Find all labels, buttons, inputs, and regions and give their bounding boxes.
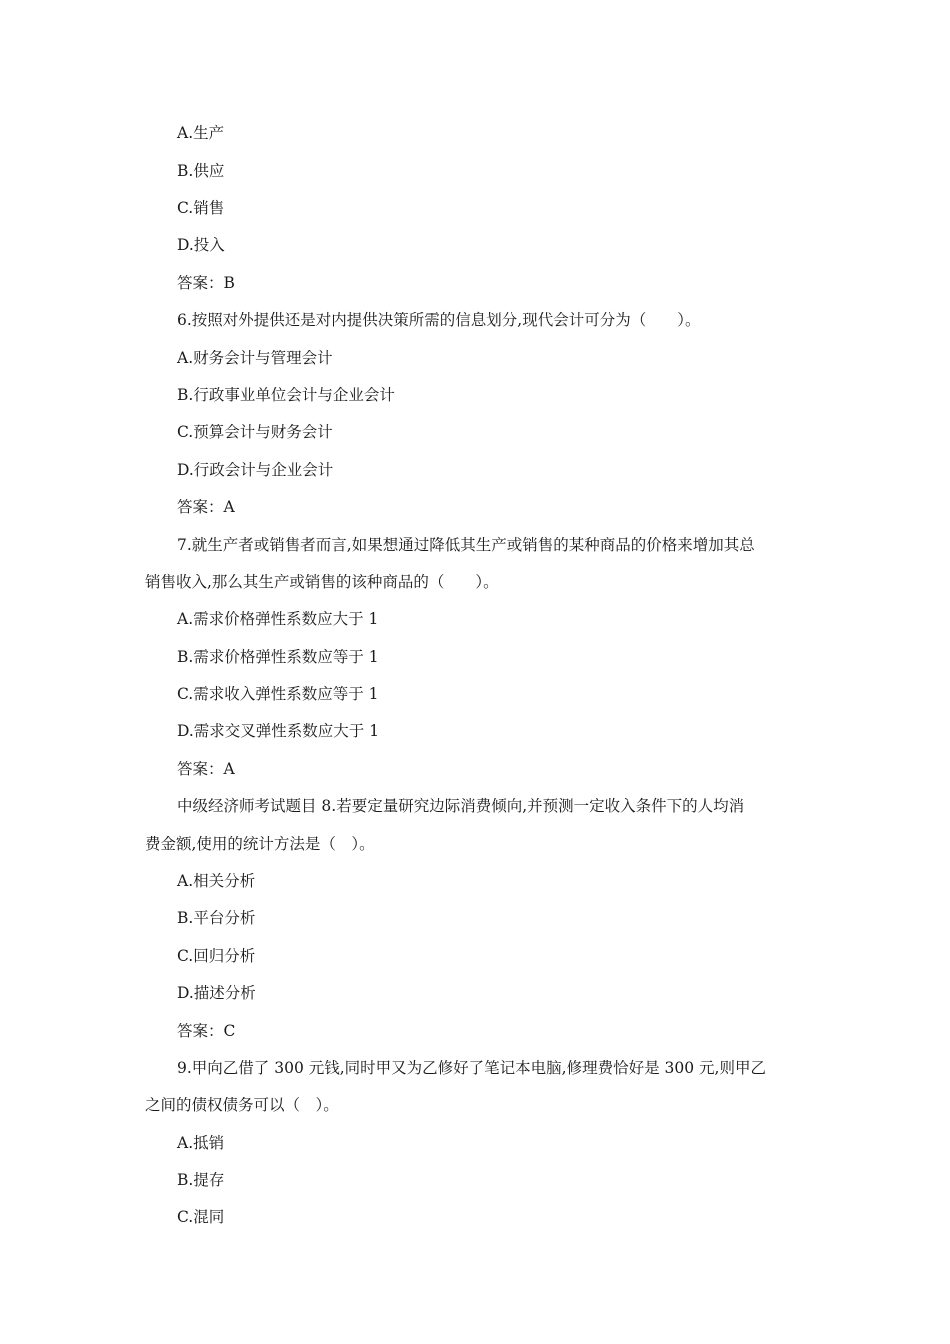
option-line: A.抵销 [177, 1134, 225, 1152]
question-line-continued: 费金额,使用的统计方法是（ ）。 [145, 835, 375, 853]
option-line: C.回归分析 [177, 947, 256, 965]
option-line: C.混同 [177, 1208, 225, 1226]
question-line-continued: 销售收入,那么其生产或销售的该种商品的（ ）。 [145, 573, 499, 591]
option-line: A.相关分析 [177, 872, 256, 890]
answer-line: 答案：C [177, 1022, 236, 1040]
answer-line: 答案：A [177, 498, 235, 516]
option-line: B.提存 [177, 1171, 225, 1189]
option-line: C.预算会计与财务会计 [177, 423, 333, 441]
option-line: A.生产 [177, 124, 225, 142]
option-line: B.行政事业单位会计与企业会计 [177, 386, 395, 404]
option-line: B.供应 [177, 162, 225, 180]
option-line: A.财务会计与管理会计 [177, 349, 333, 367]
option-line: C.销售 [177, 199, 225, 217]
question-line-continued: 之间的债权债务可以（ ）。 [145, 1096, 339, 1114]
option-line: B.需求价格弹性系数应等于 1 [177, 648, 379, 666]
option-line: D.需求交叉弹性系数应大于 1 [177, 722, 380, 740]
option-line: D.投入 [177, 236, 225, 254]
question-line: 9.甲向乙借了 300 元钱,同时甲又为乙修好了笔记本电脑,修理费恰好是 300 元,则甲乙 [177, 1059, 766, 1077]
option-line: C.需求收入弹性系数应等于 1 [177, 685, 379, 703]
answer-line: 答案：B [177, 274, 235, 292]
option-line: A.需求价格弹性系数应大于 1 [177, 610, 379, 628]
question-line: 中级经济师考试题目 8.若要定量研究边际消费倾向,并预测一定收入条件下的人均消 [177, 797, 745, 815]
question-line: 7.就生产者或销售者而言,如果想通过降低其生产或销售的某种商品的价格来增加其总 [177, 536, 755, 554]
option-line: B.平台分析 [177, 909, 256, 927]
option-line: D.描述分析 [177, 984, 256, 1002]
answer-line: 答案：A [177, 760, 235, 778]
option-line: D.行政会计与企业会计 [177, 461, 334, 479]
question-line: 6.按照对外提供还是对内提供决策所需的信息划分,现代会计可分为（ ）。 [177, 311, 701, 329]
